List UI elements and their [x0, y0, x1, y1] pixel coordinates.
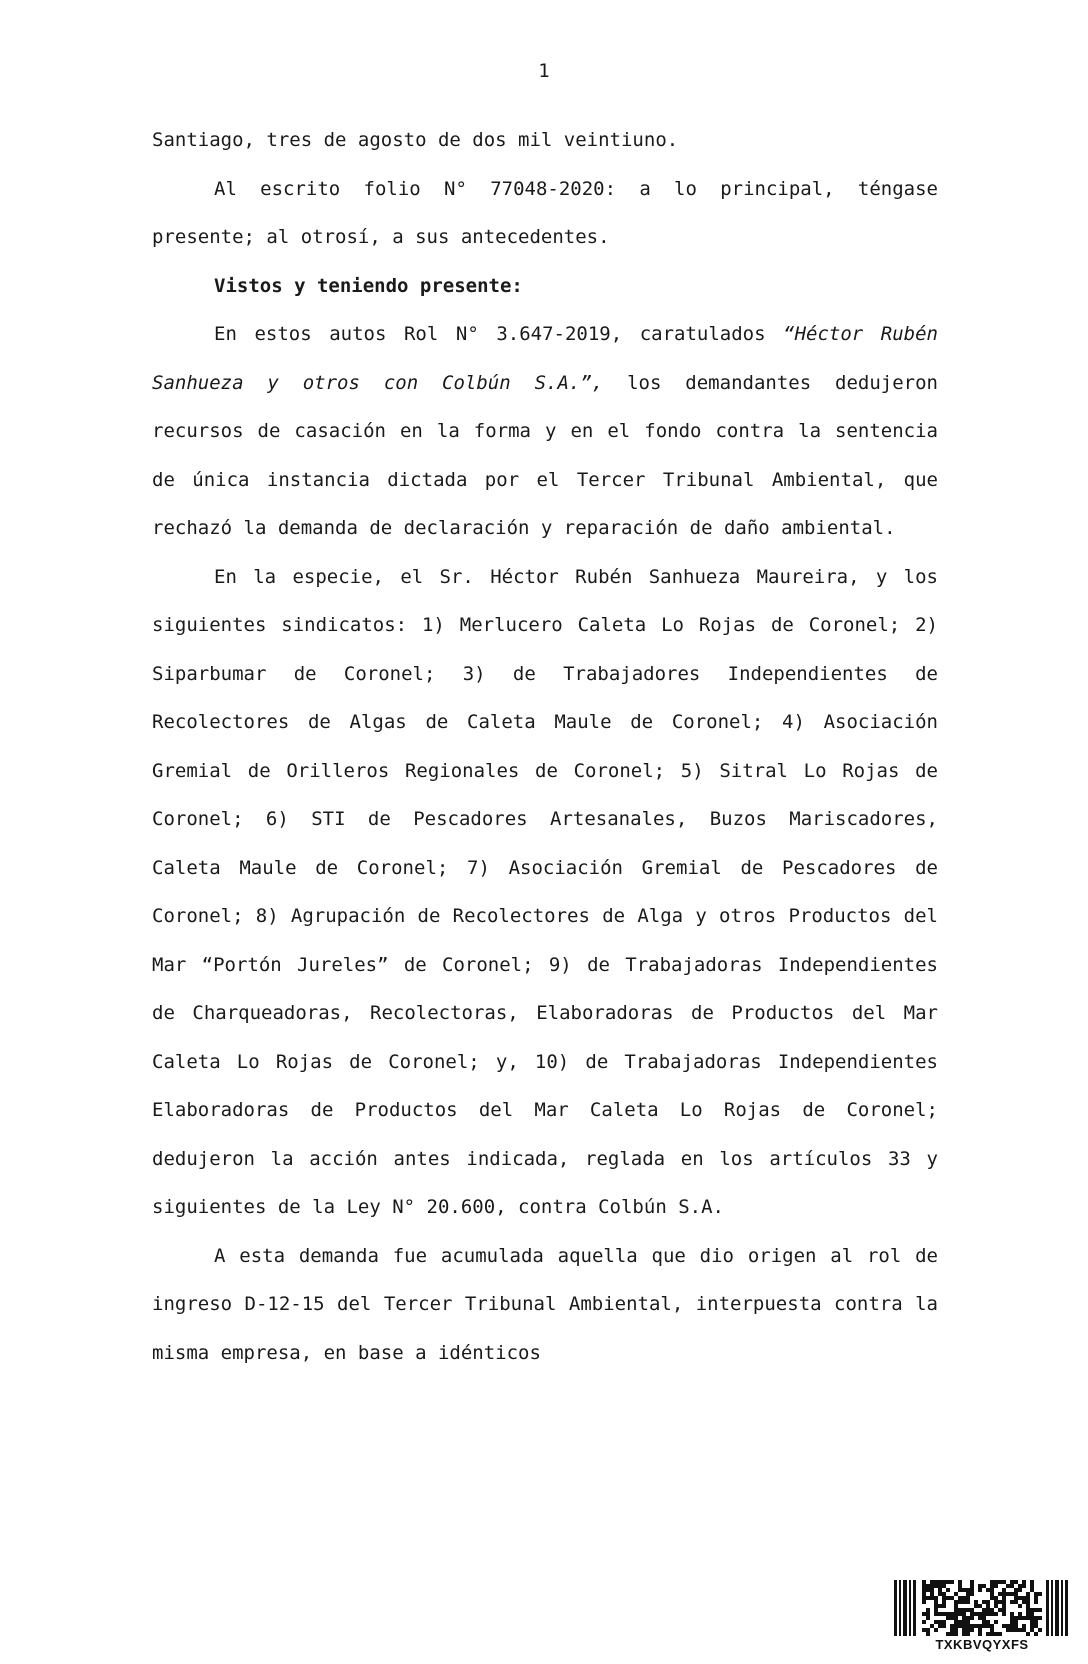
- section-heading: Vistos y teniendo presente:: [214, 274, 523, 297]
- verification-barcode: [894, 1580, 1070, 1636]
- paragraph-especie: En la especie, el Sr. Héctor Rubén Sanhueza Maureira, y los siguientes sindicatos: 1) Merlucero Caleta Lo Rojas de Coronel; 2) Siparbumar de Coronel; 3) de Trabajadores Independientes de Recolectores de Algas de Caleta Maule de Coronel; 4) Asociación Gremial de Orilleros Regionales de Coronel; 5) Sitral Lo Rojas de Coronel; 6) STI de Pescadores Artesanales, Buzos Mariscadores, Caleta Maule de Coronel; 7) Asociación Gremial de Pescadores de Coronel; 8) Agrupación de Recolectores de Alga y otros Productos del Mar “Portón Jureles” de Coronel; 9) de Trabajadoras Independientes de Charqueadoras, Recolectoras, Elaboradoras de Productos del Mar Caleta Lo Rojas de Coronel; y, 10) de Trabajadoras Independientes Elaboradoras de Productos del Mar Caleta Lo Rojas de Coronel; dedujeron la acción antes indicada, reglada en los artículos 33 y siguientes de la Ley N° 20.600, contra Colbún S.A.: [152, 565, 938, 1218]
- paragraph-acumulada: A esta demanda fue acumulada aquella que dio origen al rol de ingreso D-12-15 del Tercer Tribunal Ambiental, interpuesta contra la misma empresa, en base a idénticos: [152, 1244, 938, 1364]
- date-line: Santiago, tres de agosto de dos mil veintiuno.: [152, 129, 679, 151]
- autos-rest: los demandantes dedujeron recursos de casación en la forma y en el fondo contra la sentencia de única instancia dictada por el Tercer Tribunal Ambiental, que rechazó la demanda de declaración y reparación de daño ambiental.: [152, 371, 938, 539]
- paragraph-autos: [152, 310, 938, 553]
- case-title: “Héctor Rubén Sanhueza y otros con Colbún S.A.”,: [152, 323, 938, 394]
- page-number: 1: [538, 60, 550, 82]
- document-body: [152, 116, 938, 1377]
- verification-code: TXKBVQYXFS: [935, 1637, 1029, 1652]
- autos-intro: En estos autos Rol N° 3.647-2019, caratulados: [214, 323, 784, 345]
- verification-stamp: [894, 1580, 1070, 1656]
- paragraph-escrito: Al escrito folio N° 77048-2020: a lo principal, téngase presente; al otrosí, a sus antecedentes.: [152, 177, 938, 248]
